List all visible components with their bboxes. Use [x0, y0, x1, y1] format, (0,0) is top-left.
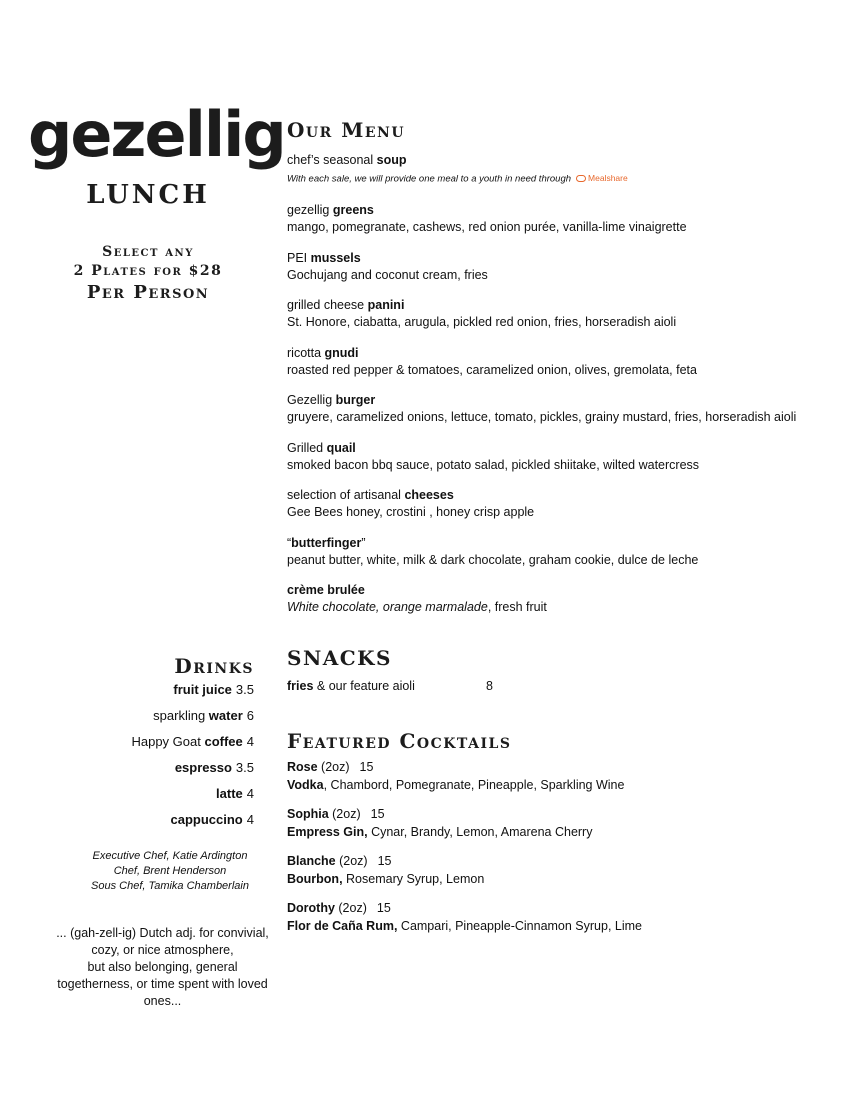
cocktail-price: 15: [370, 807, 385, 821]
promo-line-3: Per Person: [86, 282, 210, 303]
cocktail-item: Dorothy (2oz) 15 Flor de Caña Rum, Campari, Pineapple-Cinnamon Syrup, Lime: [287, 901, 642, 933]
cocktail-list: [287, 759, 832, 947]
item-name: cheeses: [404, 488, 454, 502]
cocktail-name: Rose: [287, 760, 318, 774]
drinks-title: Drinks: [174, 654, 254, 678]
cocktail-price: 15: [359, 760, 374, 774]
item-description: peanut butter, white, milk & dark chocolate, graham cookie, dulce de leche: [287, 552, 699, 567]
cocktail-item: Rose (2oz) 15 Vodka, Chambord, Pomegranate, Pineapple, Sparkling Wine: [287, 760, 625, 792]
item-description: Gee Bees honey, crostini , honey crisp apple: [287, 505, 535, 519]
menu-item-soup: [287, 152, 832, 189]
promo-line-1: Select any: [102, 244, 194, 260]
drink-price: 3.5: [235, 760, 254, 775]
menu-item: [287, 250, 832, 284]
item-description: gruyere, caramelized onions, lettuce, tomato, pickles, grainy mustard, fries, horseradish aioli: [287, 410, 797, 424]
cocktail-spirit: Vodka: [287, 777, 324, 792]
cocktail-item: Sophia (2oz) 15 Empress Gin, Cynar, Brandy, Lemon, Amarena Cherry: [287, 807, 593, 839]
menu-item: [287, 297, 832, 331]
drink-item: [131, 677, 254, 703]
definition-line: ones...: [143, 994, 182, 1008]
item-name: crème brulée: [287, 583, 365, 597]
item-name: mussels: [310, 250, 361, 265]
menu-item: [287, 392, 832, 426]
drink-item: sparkling water 6: [131, 703, 254, 729]
definition-line: togetherness, or time spent with loved: [57, 977, 268, 991]
mealshare-logo: Mealshare: [576, 169, 628, 187]
item-price: 8: [486, 679, 493, 693]
drink-price: 4: [246, 786, 254, 801]
drink-price: 4: [246, 734, 254, 749]
drink-name: coffee: [204, 734, 243, 749]
item-prefix: Gezellig: [287, 393, 336, 407]
drink-item: [131, 755, 254, 781]
item-prefix: grilled cheese: [287, 298, 368, 312]
item-prefix: chef’s seasonal: [287, 153, 377, 167]
item-prefix: PEI: [287, 250, 311, 265]
item-prefix: ricotta: [287, 345, 325, 360]
drink-item: Happy Goat coffee 4: [131, 729, 254, 755]
cocktail-name: Blanche: [287, 854, 336, 868]
menu-item: [287, 202, 832, 236]
definition-line: ... (gah-zell-ig) Dutch adj. for convivial,: [56, 926, 269, 940]
drink-name: latte: [216, 786, 243, 801]
item-description: & our feature aioli: [313, 679, 415, 693]
cocktail-spirit: Flor de Caña Rum,: [287, 918, 398, 933]
mealshare-note: With each sale, we will provide one meal to a youth in need through Mealshare: [287, 169, 832, 189]
drinks-list: [131, 677, 254, 833]
snack-item: [287, 678, 587, 695]
item-name: panini: [367, 298, 405, 312]
drink-name: fruit juice: [173, 682, 232, 697]
drink-name: cappuccino: [170, 812, 243, 827]
gezellig-definition: [40, 925, 285, 1010]
menu-item-creme-brulee: [287, 582, 832, 616]
item-description: smoked bacon bbq sauce, potato salad, pickled shiitake, wilted watercress: [287, 457, 700, 472]
chef-line: Sous Chef, Tamika Chamberlain: [91, 880, 249, 892]
menu-list: [287, 152, 832, 630]
cocktail-item: Blanche (2oz) 15 Bourbon, Rosemary Syrup, Lemon: [287, 854, 485, 886]
menu-title: Our Menu: [287, 118, 406, 142]
chef-credits: [40, 849, 300, 894]
chef-line: Executive Chef, Katie Ardington: [92, 850, 248, 862]
cocktail-spirit: Empress Gin,: [287, 824, 368, 839]
item-description: roasted red pepper & tomatoes, caramelized onion, olives, gremolata, feta: [287, 362, 697, 377]
item-name: fries: [287, 679, 314, 693]
definition-line: but also belonging, general: [87, 960, 238, 974]
menu-item: [287, 487, 832, 521]
item-name: burger: [335, 393, 376, 407]
menu-item: [287, 440, 832, 474]
menu-item: [287, 345, 832, 379]
drink-price: 4: [246, 812, 254, 827]
item-prefix: selection of artisanal: [287, 488, 405, 502]
chef-line: Chef, Brent Henderson: [113, 865, 227, 877]
cocktail-price: 15: [376, 901, 391, 915]
item-description: White chocolate, orange marmalade, fresh fruit: [287, 600, 547, 614]
item-prefix: Grilled: [287, 440, 327, 455]
cocktail-name: Sophia: [287, 807, 329, 821]
lunch-subtitle: LUNCH: [86, 180, 210, 210]
drink-price: 3.5: [235, 682, 254, 697]
snacks-title: SNACKS: [287, 646, 392, 670]
cocktails-title: Featured Cocktails: [287, 729, 512, 753]
item-name: gnudi: [324, 345, 359, 360]
drink-name: water: [208, 708, 243, 723]
drink-item: [131, 781, 254, 807]
item-description: mango, pomegranate, cashews, red onion purée, vanilla-lime vinaigrette: [287, 220, 687, 234]
item-name: quail: [326, 440, 356, 455]
cocktail-price: 15: [377, 854, 392, 868]
mealshare-icon: [576, 175, 586, 182]
gezellig-logo: gezellig: [28, 98, 285, 171]
lunch-promo: [28, 243, 268, 305]
menu-item-butterfinger: “butterfinger” peanut butter, white, milk & dark chocolate, graham cookie, dulce de leche: [287, 535, 832, 569]
definition-line: cozy, or nice atmosphere,: [91, 943, 234, 957]
item-name: soup: [376, 153, 407, 167]
cocktail-name: Dorothy: [287, 901, 335, 915]
drink-price: 6: [246, 708, 254, 723]
item-name: butterfinger: [291, 535, 362, 550]
item-prefix: gezellig: [287, 203, 333, 217]
promo-line-2: 2 Plates for $28: [73, 263, 223, 279]
drink-name: espresso: [174, 760, 232, 775]
item-description: St. Honore, ciabatta, arugula, pickled red onion, fries, horseradish aioli: [287, 315, 677, 329]
item-description: Gochujang and coconut cream, fries: [287, 267, 488, 282]
cocktail-spirit: Bourbon,: [287, 871, 343, 886]
item-name: greens: [332, 203, 374, 217]
drink-item: [131, 807, 254, 833]
